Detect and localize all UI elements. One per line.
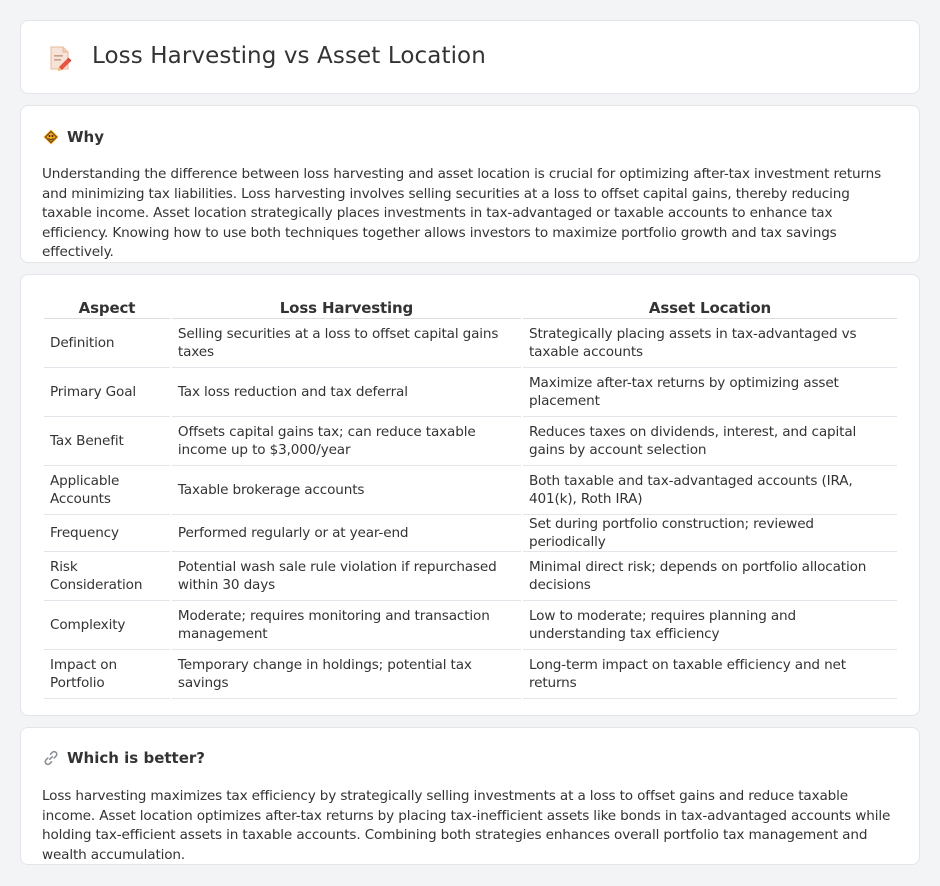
row-aspect: Applicable Accounts [44,466,170,515]
row-aspect: Definition [44,319,170,368]
row-loss-harvesting: Tax loss reduction and tax deferral [172,368,521,417]
row-asset-location: Reduces taxes on dividends, interest, and capital gains by account selection [523,417,897,466]
row-loss-harvesting: Offsets capital gains tax; can reduce taxable income up to $3,000/year [172,417,521,466]
header-aspect: Aspect [44,297,170,319]
why-header [43,128,104,146]
table-row [44,650,897,699]
row-aspect: Frequency [44,515,170,552]
table-row [44,319,897,368]
why-heading: Why [67,128,105,146]
which-header [43,749,205,767]
page-title: Loss Harvesting vs Asset Location [92,43,486,69]
comparison-table [42,297,899,699]
which-heading: Which is better? [67,749,205,767]
link-icon [43,750,59,766]
row-aspect: Complexity [44,601,170,650]
row-asset-location: Long-term impact on taxable efficiency and net returns [523,650,897,699]
row-asset-location: Both taxable and tax-advantaged accounts (IRA, 401(k), Roth IRA) [523,466,897,515]
row-loss-harvesting: Temporary change in holdings; potential tax savings [172,650,521,699]
table-row [44,552,897,601]
table-header-row [44,297,897,319]
comparison-section [20,274,920,716]
row-asset-location: Strategically placing assets in tax-advantaged vs taxable accounts [523,319,897,368]
document-pencil-icon [47,45,73,71]
row-asset-location: Minimal direct risk; depends on portfolio allocation decisions [523,552,897,601]
table-row [44,515,897,552]
row-asset-location: Maximize after-tax returns by optimizing asset placement [523,368,897,417]
row-aspect: Risk Consideration [44,552,170,601]
why-section [20,105,920,263]
row-loss-harvesting: Moderate; requires monitoring and transaction management [172,601,521,650]
table-row [44,601,897,650]
row-asset-location: Low to moderate; requires planning and understanding tax efficiency [523,601,897,650]
which-section [20,727,920,865]
header-loss-harvesting: Loss Harvesting [172,297,521,319]
table-row [44,368,897,417]
table-row [44,466,897,515]
row-loss-harvesting: Taxable brokerage accounts [172,466,521,515]
title-card [20,20,920,94]
row-loss-harvesting: Performed regularly or at year-end [172,515,521,552]
row-aspect: Primary Goal [44,368,170,417]
row-loss-harvesting: Selling securities at a loss to offset capital gains taxes [172,319,521,368]
why-text: Understanding the difference between loss harvesting and asset location is crucial for optimizing after-tax investment returns and minimizing tax liabilities. Loss harvesting involves selling securities at a loss to offset capital gains, thereby reducing taxable income. Asset location strategically places investments in tax-advantaged or taxable accounts to enhance tax efficiency. Knowing how to use both techniques together allows investors to maximize portfolio growth and tax savings effectively. [42,166,882,260]
row-aspect: Impact on Portfolio [44,650,170,699]
row-loss-harvesting: Potential wash sale rule violation if repurchased within 30 days [172,552,521,601]
row-aspect: Tax Benefit [44,417,170,466]
diamond-sign-icon [43,129,59,145]
which-text: Loss harvesting maximizes tax efficiency by strategically selling investments at a loss to offset gains and reduce taxable income. Asset location optimizes after-tax returns by placing tax-inefficient assets like bonds in tax-advantaged accounts while holding tax-efficient assets in taxable accounts. Combining both strategies enhances overall portfolio tax management and wealth accumulation. [42,788,891,863]
header-asset-location: Asset Location [523,297,897,319]
table-row [44,417,897,466]
row-asset-location: Set during portfolio construction; reviewed periodically [523,515,897,552]
